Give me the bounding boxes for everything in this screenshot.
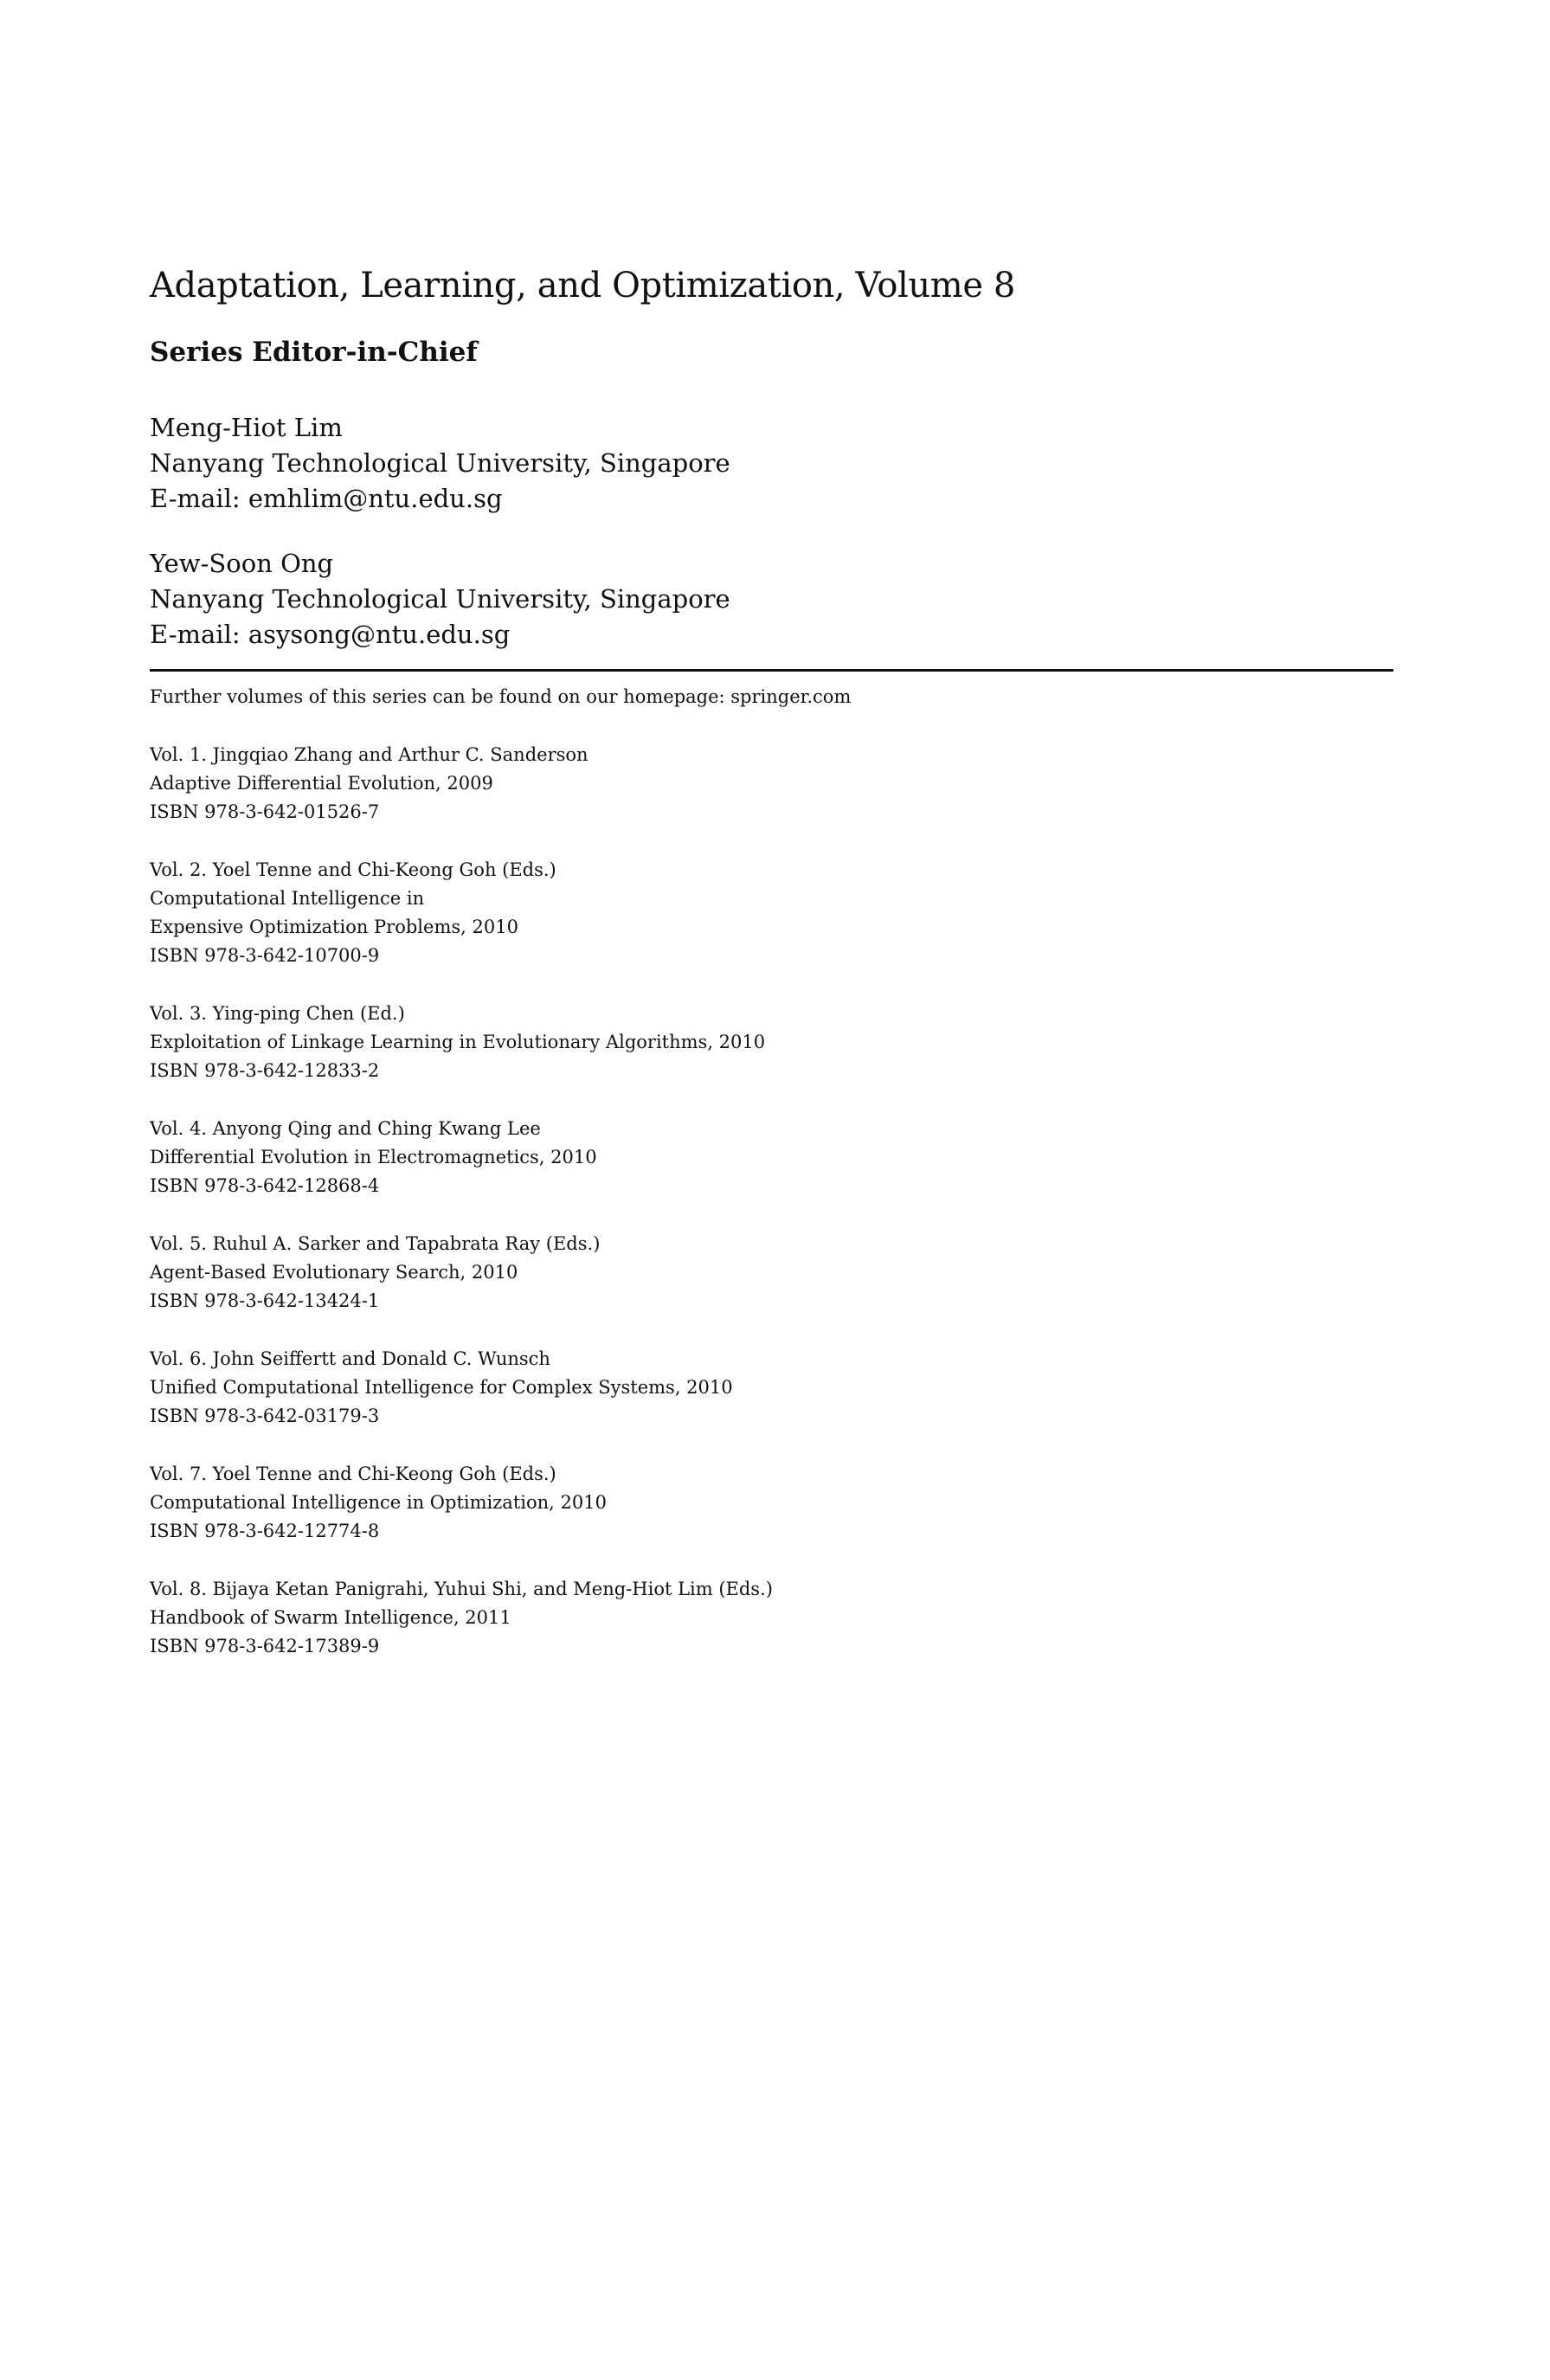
volume-line: Vol. 3. Ying-ping Chen (Ed.) [150, 1003, 405, 1024]
editor-email: E-mail: emhlim@ntu.edu.sg [150, 484, 503, 513]
volume-line: ISBN 978-3-642-17389-9 [150, 1636, 380, 1656]
volume-line: Vol. 6. John Seiffertt and Donald C. Wunsch [150, 1348, 550, 1369]
volume-line: Handbook of Swarm Intelligence, 2011 [150, 1607, 511, 1628]
volume-entry [150, 1115, 1275, 1200]
volume-line: Vol. 8. Bijaya Ketan Panigrahi, Yuhui Shi, and Meng-Hiot Lim (Eds.) [150, 1579, 773, 1599]
volume-line: Computational Intelligence in [150, 888, 425, 909]
volume-line: Vol. 2. Yoel Tenne and Chi-Keong Goh (Eds.) [150, 859, 556, 880]
editor-affiliation: Nanyang Technological University, Singapore [150, 584, 730, 614]
editor-affiliation: Nanyang Technological University, Singapore [150, 448, 730, 478]
volume-line: Exploitation of Linkage Learning in Evolutionary Algorithms, 2010 [150, 1032, 766, 1052]
volume-entry [150, 856, 1275, 970]
volume-line: Vol. 1. Jingqiao Zhang and Arthur C. Sanderson [150, 744, 588, 765]
volume-line: Vol. 4. Anyong Qing and Ching Kwang Lee [150, 1118, 541, 1139]
volume-line: Expensive Optimization Problems, 2010 [150, 917, 518, 937]
volume-list [150, 741, 1275, 1690]
volume-entry [150, 741, 1275, 827]
volume-line: ISBN 978-3-642-01526-7 [150, 801, 380, 822]
divider-rule [150, 669, 1393, 672]
editor-block [150, 546, 730, 653]
editor-block [150, 410, 730, 517]
volume-entry [150, 1460, 1275, 1546]
volume-line: Adaptive Differential Evolution, 2009 [150, 773, 493, 794]
volume-line: Vol. 5. Ruhul A. Sarker and Tapabrata Ray (Eds.) [150, 1233, 601, 1254]
volume-entry [150, 1000, 1275, 1085]
volume-line: ISBN 978-3-642-12868-4 [150, 1175, 380, 1196]
editor-name: Meng-Hiot Lim [150, 413, 343, 442]
editor-email: E-mail: asysong@ntu.edu.sg [150, 620, 511, 649]
volume-entry [150, 1575, 1275, 1661]
volume-line: Unified Computational Intelligence for Complex Systems, 2010 [150, 1377, 733, 1398]
volume-line: Differential Evolution in Electromagnetics, 2010 [150, 1147, 597, 1167]
editor-name: Yew-Soon Ong [150, 549, 334, 578]
editor-heading: Series Editor-in-Chief [150, 337, 478, 368]
volume-line: ISBN 978-3-642-03179-3 [150, 1405, 380, 1426]
series-title: Adaptation, Learning, and Optimization, Volume 8 [150, 266, 1015, 306]
volume-entry [150, 1230, 1275, 1315]
volume-line: ISBN 978-3-642-12833-2 [150, 1060, 380, 1081]
volume-line: ISBN 978-3-642-10700-9 [150, 945, 380, 966]
volume-line: ISBN 978-3-642-13424-1 [150, 1290, 380, 1311]
volume-line: Agent-Based Evolutionary Search, 2010 [150, 1262, 518, 1283]
volume-line: Computational Intelligence in Optimization, 2010 [150, 1492, 607, 1513]
further-volumes-note: Further volumes of this series can be found on our homepage: springer.com [150, 686, 852, 707]
volume-line: ISBN 978-3-642-12774-8 [150, 1521, 380, 1541]
volume-line: Vol. 7. Yoel Tenne and Chi-Keong Goh (Eds.) [150, 1463, 556, 1484]
volume-entry [150, 1345, 1275, 1431]
